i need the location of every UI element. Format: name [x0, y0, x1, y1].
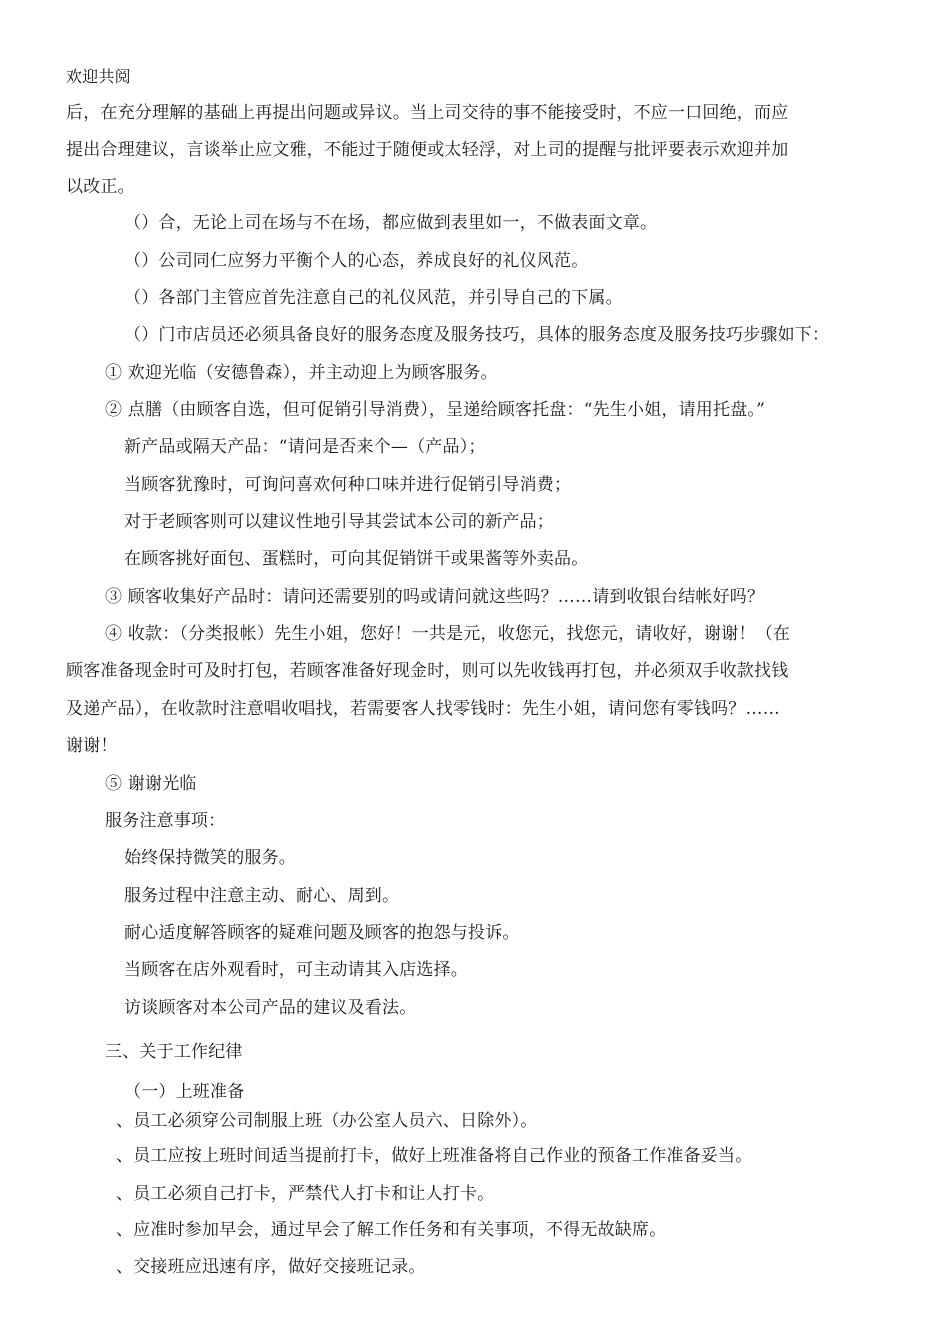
step-sub-line: 在顾客挑好面包、蛋糕时，可向其促销饼干或果酱等外卖品。: [124, 549, 589, 569]
rule-item: 、交接班应迅速有序，做好交接班记录。: [116, 1257, 426, 1277]
notes-title: 服务注意事项：: [105, 811, 226, 831]
step-sub-line: 当顾客犹豫时，可询问喜欢何种口味并进行促销引导消费；: [124, 475, 572, 495]
rule-item: 、员工必须穿公司制服上班（办公室人员六、日除外）。: [116, 1111, 538, 1131]
rule-item: 、员工应按上班时间适当提前打卡，做好上班准备将自己作业的预备工作准备妥当。: [116, 1146, 753, 1166]
paragraph-line: 后，在充分理解的基础上再提出问题或异议。当上司交待的事不能接受时，不应一口回绝，而应: [66, 103, 789, 123]
list-item: （）公司同仁应努力平衡个人的心态，养成良好的礼仪风范。: [124, 251, 589, 271]
page-header: 欢迎共阅: [66, 67, 131, 86]
paragraph-line: 及递产品），在收款时注意唱收唱找，若需要客人找零钱时：先生小姐，请问您有零钱吗？……: [66, 699, 780, 719]
list-item: （）门市店员还必须具备良好的服务态度及服务技巧，具体的服务态度及服务技巧步骤如下：: [124, 325, 830, 345]
service-step-3: ③ 顾客收集好产品时：请问还需要别的吗或请问就这些吗？……请到收银台结帐好吗？: [105, 587, 765, 607]
note-item: 当顾客在店外观看时，可主动请其入店选择。: [124, 960, 468, 980]
rule-item: 、应准时参加早会，通过早会了解工作任务和有关事项，不得无故缺席。: [116, 1220, 667, 1240]
paragraph-line: 谢谢！: [66, 736, 118, 756]
list-item: （）各部门主管应首先注意自己的礼仪风范，并引导自己的下属。: [124, 288, 623, 308]
note-item: 始终保持微笑的服务。: [124, 848, 296, 868]
service-step-2: ② 点膳（由顾客自选，但可促销引导消费），呈递给顾客托盘：“先生小姐，请用托盘。”: [105, 400, 765, 420]
paragraph-line: 提出合理建议，言谈举止应文雅，不能过于随便或太轻浮，对上司的提醒与批评要表示欢迎并加: [66, 140, 789, 160]
list-item: （）合，无论上司在场与不在场，都应做到表里如一，不做表面文章。: [124, 213, 658, 233]
note-item: 服务过程中注意主动、耐心、周到。: [124, 886, 400, 906]
section-heading: 三、关于工作纪律: [105, 1042, 243, 1062]
service-step-4: ④ 收款：（分类报帐）先生小姐，您好！一共是元，收您元，找您元，请收好，谢谢！（在: [105, 624, 791, 644]
note-item: 耐心适度解答顾客的疑难问题及顾客的抱怨与投诉。: [124, 923, 520, 943]
paragraph-line: 以改正。: [66, 177, 135, 197]
paragraph-line: 顾客准备现金时可及时打包，若顾客准备好现金时，则可以先收钱再打包，并必须双手收款找钱: [66, 661, 789, 681]
service-step-1: ① 欢迎光临（安德鲁森），并主动迎上为顾客服务。: [105, 363, 498, 383]
step-sub-line: 对于老顾客则可以建议性地引导其尝试本公司的新产品；: [124, 512, 554, 532]
subsection-heading: （一）上班准备: [124, 1082, 245, 1102]
rule-item: 、员工必须自己打卡，严禁代人打卡和让人打卡。: [116, 1184, 495, 1204]
note-item: 访谈顾客对本公司产品的建议及看法。: [124, 998, 417, 1018]
step-sub-line: 新产品或隔天产品：“请问是否来个—（产品）；: [124, 437, 486, 457]
service-step-5: ⑤ 谢谢光临: [105, 774, 197, 794]
